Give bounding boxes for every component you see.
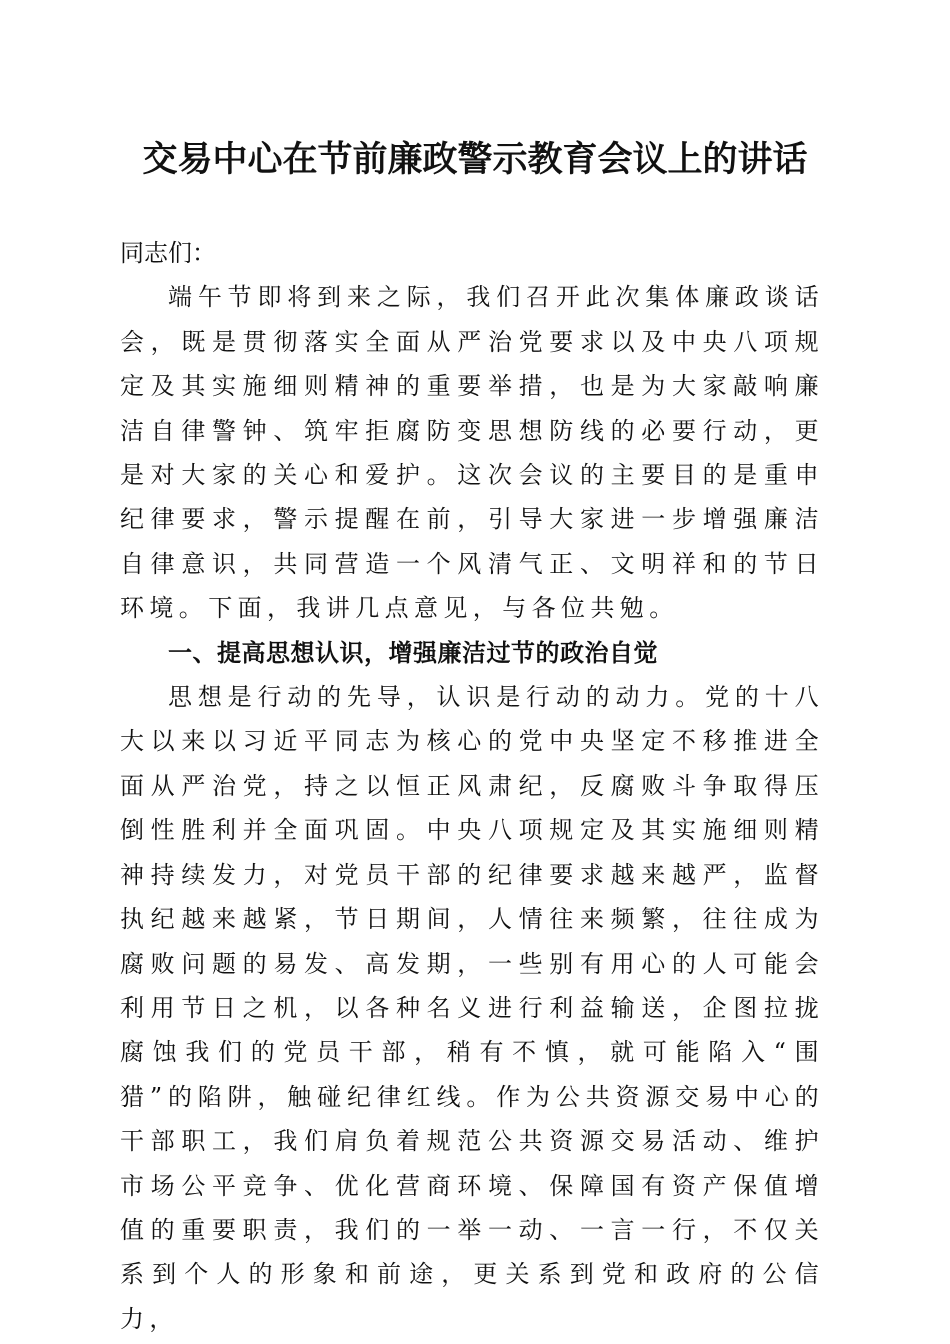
section-paragraph: 思想是行动的先导，认识是行动的动力。党的十八大以来以习近平同志为核心的党中央坚定不移推进全面从严治党，持之以恒正风肃纪，反腐败斗争取得压倒性胜利并全面巩固。中央八项规定及其实施细则精神持续发力，对党员干部的纪律要求越来越严，监督执纪越来越紧，节日期间，人情往来频繁，往往成为腐败问题的易发、高发期，一些别有用心的人可能会利用节日之机，以各种名义进行利益输送，企图拉拢腐蚀我们的党员干部，稍有不慎，就可能陷入“围猎”的陷阱，触碰纪律红线。作为公共资源交易中心的干部职工，我们肩负着规范公共资源交易活动、维护市场公平竞争、优化营商环境、保障国有资产保值增值的重要职责，我们的一举一动、一言一行，不仅关系到个人的形象和前途，更关系到党和政府的公信力， xyxy=(120,683,824,1333)
intro-paragraph: 端午节即将到来之际，我们召开此次集体廉政谈话会，既是贯彻落实全面从严治党要求以及中央八项规定及其实施细则精神的重要举措，也是为大家敲响廉洁自律警钟、筑牢拒腐防变思想防线的必要行动，更是对大家的关心和爱护。这次会议的主要目的是重申纪律要求，警示提醒在前，引导大家进一步增强廉洁自律意识，共同营造一个风清气正、文明祥和的节日环境。下面，我讲几点意见，与各位共勉。 xyxy=(120,283,824,623)
document-body xyxy=(120,231,824,1341)
section-heading: 一、提高思想认识，增强廉洁过节的政治自觉 xyxy=(168,638,658,667)
document-title: 交易中心在节前廉政警示教育会议上的讲话 xyxy=(142,139,808,180)
salutation: 同志们： xyxy=(120,239,216,267)
